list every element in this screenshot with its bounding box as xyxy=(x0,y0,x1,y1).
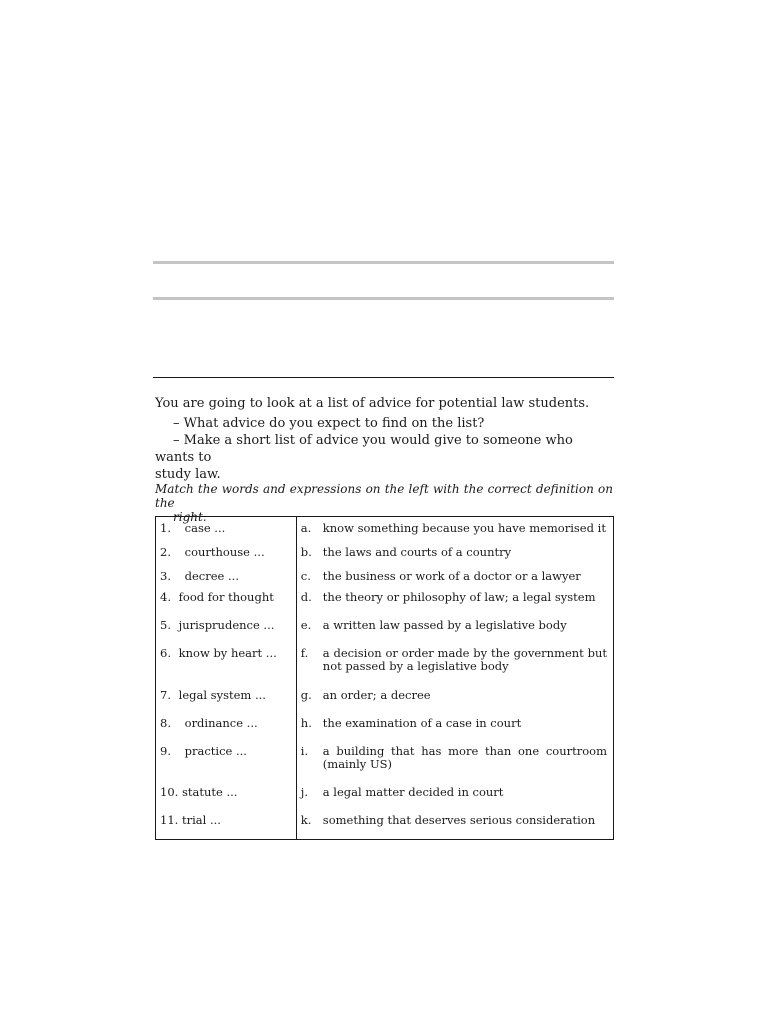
term-number: 3. xyxy=(160,568,171,583)
term-cell xyxy=(156,645,297,687)
definition-text: a written law passed by a legislative body xyxy=(322,617,567,632)
definition-letter: f. xyxy=(300,645,309,660)
table-row xyxy=(156,517,614,541)
term-number: 4. xyxy=(160,589,171,604)
definition-cell xyxy=(296,617,613,645)
table-row xyxy=(156,784,614,812)
term-number: 5. xyxy=(160,617,171,632)
definition-cell xyxy=(296,517,613,541)
table-row xyxy=(156,541,614,565)
definition-letter: e. xyxy=(300,617,312,632)
term-number: 8. xyxy=(160,715,171,730)
definition-letter: i. xyxy=(300,743,309,758)
intro-question-1: – What advice do you expect to find on the list? xyxy=(173,416,485,431)
definition-letter: b. xyxy=(300,544,312,559)
table-row xyxy=(156,617,614,645)
header-rule-top xyxy=(153,261,614,264)
term-number: 11. xyxy=(160,812,179,827)
definition-text: the business or work of a doctor or a lawyer xyxy=(322,568,581,583)
term-number: 6. xyxy=(160,645,171,660)
term-cell xyxy=(156,589,297,617)
term-cell xyxy=(156,541,297,565)
term-cell xyxy=(156,715,297,743)
definition-cell xyxy=(296,743,613,784)
definition-cell xyxy=(296,687,613,715)
term-cell xyxy=(156,812,297,840)
term-cell xyxy=(156,743,297,784)
term-text: ordinance ... xyxy=(184,715,258,730)
definition-text: know something because you have memorised it xyxy=(322,521,606,535)
definition-text: a legal matter decided in court xyxy=(322,784,504,799)
term-cell xyxy=(156,517,297,541)
definition-letter: d. xyxy=(300,589,312,604)
definition-text: the theory or philosophy of law; a legal system xyxy=(322,589,596,604)
table-row xyxy=(156,743,614,784)
definition-cell xyxy=(296,784,613,812)
definition-cell xyxy=(296,565,613,589)
definition-text: a decision or order made by the government but not passed by a legislative body xyxy=(322,645,607,673)
term-number: 1. xyxy=(160,521,171,535)
table-row xyxy=(156,687,614,715)
term-text: food for thought xyxy=(178,589,274,604)
term-number: 2. xyxy=(160,544,171,559)
term-text: decree ... xyxy=(184,568,239,583)
instruction-line-2: right. xyxy=(173,510,207,524)
term-text: trial ... xyxy=(181,812,221,827)
definition-cell xyxy=(296,812,613,840)
term-cell xyxy=(156,565,297,589)
matching-table xyxy=(155,516,614,840)
definition-letter: h. xyxy=(300,715,312,730)
term-text: courthouse ... xyxy=(184,544,265,559)
header-rule-bottom xyxy=(153,297,614,300)
term-text: legal system ... xyxy=(178,687,266,702)
term-text: practice ... xyxy=(184,743,247,758)
definition-letter: c. xyxy=(300,568,311,583)
definition-cell xyxy=(296,645,613,687)
term-text: statute ... xyxy=(181,784,238,799)
definition-cell xyxy=(296,541,613,565)
intro-section xyxy=(155,395,615,483)
term-cell xyxy=(156,617,297,645)
table-row xyxy=(156,645,614,687)
term-text: case ... xyxy=(184,521,226,535)
definition-text: a building that has more than one courtroom (mainly US) xyxy=(322,743,607,771)
definition-cell xyxy=(296,715,613,743)
term-number: 7. xyxy=(160,687,171,702)
definition-letter: g. xyxy=(300,687,312,702)
term-cell xyxy=(156,784,297,812)
term-text: know by heart ... xyxy=(178,645,277,660)
term-cell xyxy=(156,687,297,715)
definition-text: an order; a decree xyxy=(322,687,431,702)
definition-letter: a. xyxy=(300,521,312,535)
definition-text: something that deserves serious consideration xyxy=(322,812,596,827)
term-number: 10. xyxy=(160,784,179,799)
table-row xyxy=(156,589,614,617)
definition-cell xyxy=(296,589,613,617)
definition-letter: k. xyxy=(300,812,312,827)
intro-lead: You are going to look at a list of advice for potential law students. xyxy=(155,396,590,411)
definition-text: the examination of a case in court xyxy=(322,715,522,730)
definition-letter: j. xyxy=(300,784,309,799)
term-number: 9. xyxy=(160,743,171,758)
table-row xyxy=(156,812,614,840)
term-text: jurisprudence ... xyxy=(178,617,275,632)
definition-text: the laws and courts of a country xyxy=(322,544,512,559)
intro-question-2: – Make a short list of advice you would give to someone who wants to xyxy=(155,433,573,465)
section-divider xyxy=(153,377,614,378)
table-row xyxy=(156,715,614,743)
table-row xyxy=(156,565,614,589)
intro-question-2-continued: study law. xyxy=(155,467,221,482)
instruction-line-1: Match the words and expressions on the left with the correct definition on the xyxy=(155,482,613,510)
